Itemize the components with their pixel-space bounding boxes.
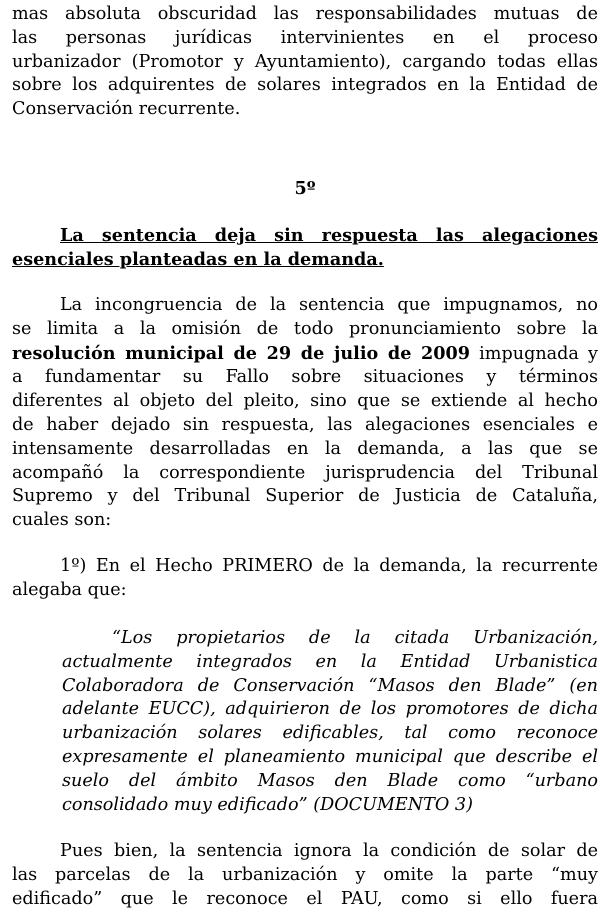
text-line: La incongruencia de la sentencia que impugnamos, no: [60, 295, 598, 315]
text-line: Pues bien, la sentencia ignora la condición de solar de: [60, 841, 598, 861]
text-line: sobre los adquirentes de solares integrados en la Entidad de: [12, 75, 598, 96]
quote-line: actualmente integrados en la Entidad Urbanistica: [62, 651, 598, 672]
section-number: 5º: [294, 178, 316, 199]
text-line: diferentes al objeto del pleito, sino que se extiende al hecho: [12, 391, 598, 412]
text-line: Supremo y del Tribunal Superior de Justicia de Cataluña,: [12, 486, 598, 507]
quote-line: consolidado muy edificado” (DOCUMENTO 3): [62, 794, 473, 815]
text-line: alegaba que:: [12, 579, 127, 600]
text-line: 1º) En el Hecho PRIMERO de la demanda, la recurrente: [60, 556, 598, 576]
section-title-line: esenciales planteadas en la demanda.: [12, 248, 384, 270]
text-line: edificado” que le reconoce el PAU, como si ello fuera: [12, 888, 598, 909]
bold-resolution: resolución municipal de 29 de julio de 2009: [12, 342, 471, 364]
text-line: acompañó la correspondiente jurisprudencia del Tribunal: [12, 462, 598, 483]
quote-line: suelo del ámbito Masos den Blade como “urbano: [62, 770, 598, 791]
text-line: Conservación recurrente.: [12, 99, 241, 120]
text-line: intensamente desarrolladas en la demanda, a las que se: [12, 438, 598, 459]
text-line-mixed: [12, 342, 598, 367]
section-title-line: La sentencia deja sin respuesta las alegaciones: [60, 225, 598, 246]
quote-line: expresamente el planeamiento municipal que describe el: [62, 746, 598, 767]
quote-line: “Los propietarios de la citada Urbanización,: [112, 628, 598, 648]
quote-line: urbanización solares edificables, tal como reconoce: [62, 723, 598, 744]
text-line: de haber dejado sin respuesta, las alegaciones esenciales e: [12, 414, 598, 435]
text-line: las parcelas de la urbanización y omite la parte “muy: [12, 864, 598, 885]
text-line: cuales son:: [12, 510, 112, 531]
text-span: impugnada y: [470, 343, 598, 364]
point-one: [12, 555, 598, 603]
quote-line: adelante EUCC), adquirieron de los promotores de dicha: [62, 699, 598, 720]
paragraph-pues-bien: [12, 840, 598, 911]
text-line: urbanizador (Promotor y Ayuntamiento), cargando todas ellas: [12, 51, 598, 72]
text-line: a fundamentar su Fallo sobre situaciones y términos: [12, 367, 598, 388]
paragraph-incongruence: [12, 294, 598, 533]
quote-line: Colaboradora de Conservación “Masos den Blade” (en: [62, 675, 598, 696]
text-line: las personas jurídicas intervinientes en el proceso: [12, 27, 598, 48]
text-line: se limita a la omisión de todo pronunciamiento sobre la: [12, 318, 598, 339]
paragraph-continuation: [12, 3, 598, 122]
section-title: [12, 224, 598, 272]
text-line: mas absoluta obscuridad las responsabilidades mutuas de: [12, 4, 598, 24]
quote-block: [62, 627, 598, 817]
